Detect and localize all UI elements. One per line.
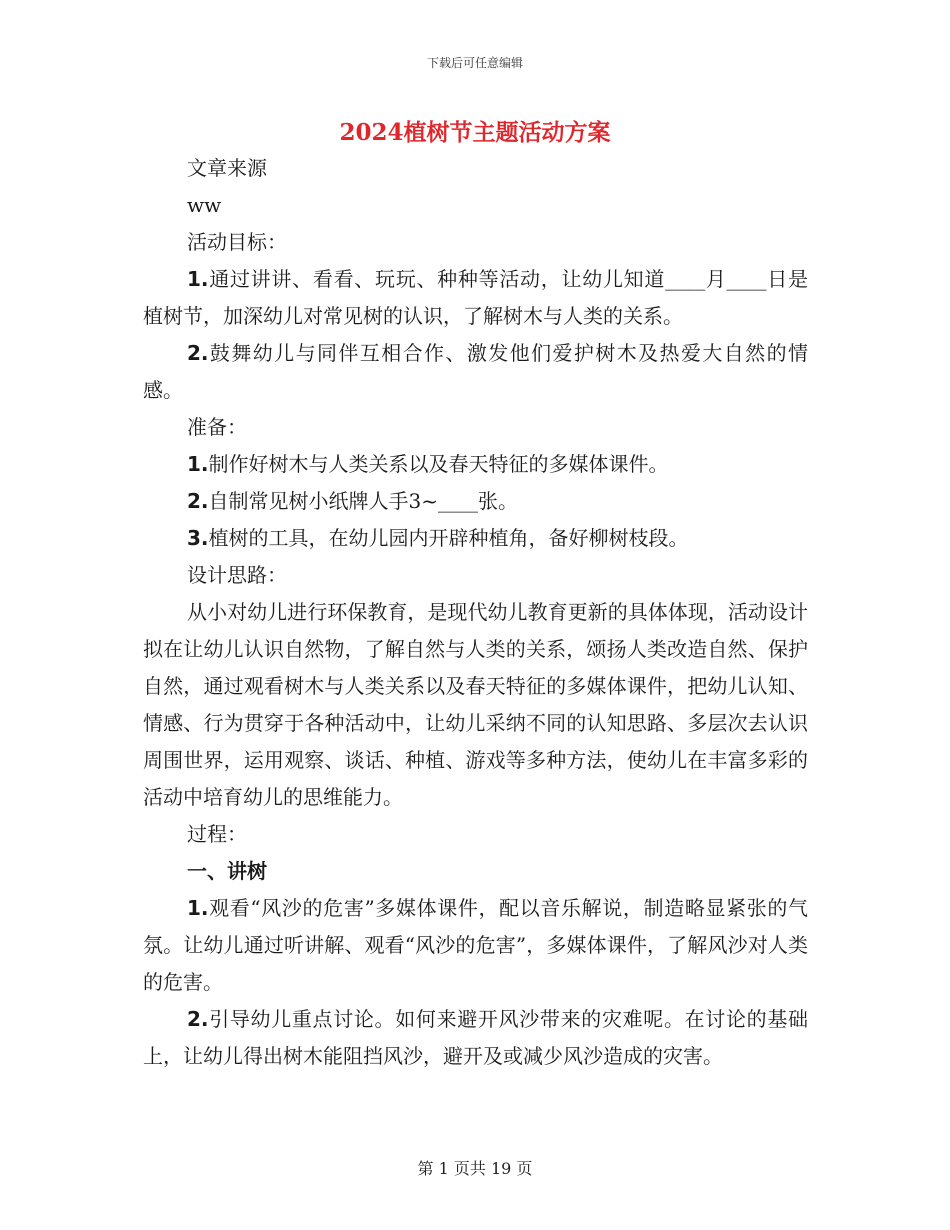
body-paragraph [143, 483, 808, 520]
body-paragraph [143, 187, 808, 224]
list-number: 3. [187, 526, 209, 550]
paragraph-text: ww [187, 193, 222, 217]
paragraph-text: 从小对幼儿进行环保教育，是现代幼儿教育更新的具体体现，活动设计拟在让幼儿认识自然物，了解自然与人类的关系，颂扬人类改造自然、保护自然，通过观看树木与人类关系以及春天特征的多媒体课件，把幼儿认知、情感、行为贯穿于各种活动中，让幼儿采纳不同的认知思路、多层次去认识周围世界，运用观察、谈话、种植、游戏等多种方法，使幼儿在丰富多彩的活动中培育幼儿的思维能力。 [143, 600, 808, 809]
paragraph-text: 过程： [187, 822, 247, 846]
list-number: 2. [187, 1007, 209, 1031]
body-paragraph [143, 335, 808, 409]
paragraph-text: 自制常见树小纸牌人手3~____张。 [208, 489, 518, 513]
body-paragraph [143, 150, 808, 187]
paragraph-text: 观看“风沙的危害”多媒体课件，配以音乐解说，制造略显紧张的气氛。让幼儿通过听讲解、观看“风沙的危害”，多媒体课件，了解风沙对人类的危害。 [143, 896, 808, 994]
body-paragraph [143, 261, 808, 335]
paragraph-text: 鼓舞幼儿与同伴互相合作、激发他们爱护树木及热爱大自然的情感。 [143, 341, 808, 402]
paragraph-text: 设计思路： [187, 563, 287, 587]
body-paragraph [143, 520, 808, 557]
body-paragraph [143, 446, 808, 483]
paragraph-text: 通过讲讲、看看、玩玩、种种等活动，让幼儿知道____月____日是植树节，加深幼儿对常见树的认识，了解树木与人类的关系。 [143, 267, 808, 328]
list-number: 1. [187, 267, 209, 291]
list-number: 1. [187, 452, 209, 476]
paragraph-text: 活动目标： [187, 230, 287, 254]
paragraph-text: 植树的工具，在幼儿园内开辟种植角，备好柳树枝段。 [208, 526, 689, 550]
section-heading [143, 853, 808, 890]
paragraph-text: 文章来源 [187, 156, 267, 180]
document-body [143, 150, 808, 1075]
list-number: 2. [187, 341, 209, 365]
paragraph-text: 准备： [187, 415, 247, 439]
page-number-footer: 第 1 页共 19 页 [417, 1159, 533, 1178]
paragraph-text: 一、讲树 [187, 859, 267, 883]
body-paragraph [143, 409, 808, 446]
body-paragraph [143, 890, 808, 1001]
document-title: 2024植树节主题活动方案 [339, 119, 611, 146]
list-number: 1. [187, 896, 209, 920]
paragraph-text: 制作好树木与人类关系以及春天特征的多媒体课件。 [208, 452, 669, 476]
paragraph-text: 引导幼儿重点讨论。如何来避开风沙带来的灾难呢。在讨论的基础上，让幼儿得出树木能阻挡风沙，避开及或减少风沙造成的灾害。 [143, 1007, 808, 1068]
body-paragraph [143, 224, 808, 261]
body-paragraph [143, 816, 808, 853]
body-paragraph [143, 1001, 808, 1075]
body-paragraph [143, 594, 808, 816]
page-header-note: 下载后可任意编辑 [426, 56, 523, 70]
list-number: 2. [187, 489, 209, 513]
body-paragraph [143, 557, 808, 594]
